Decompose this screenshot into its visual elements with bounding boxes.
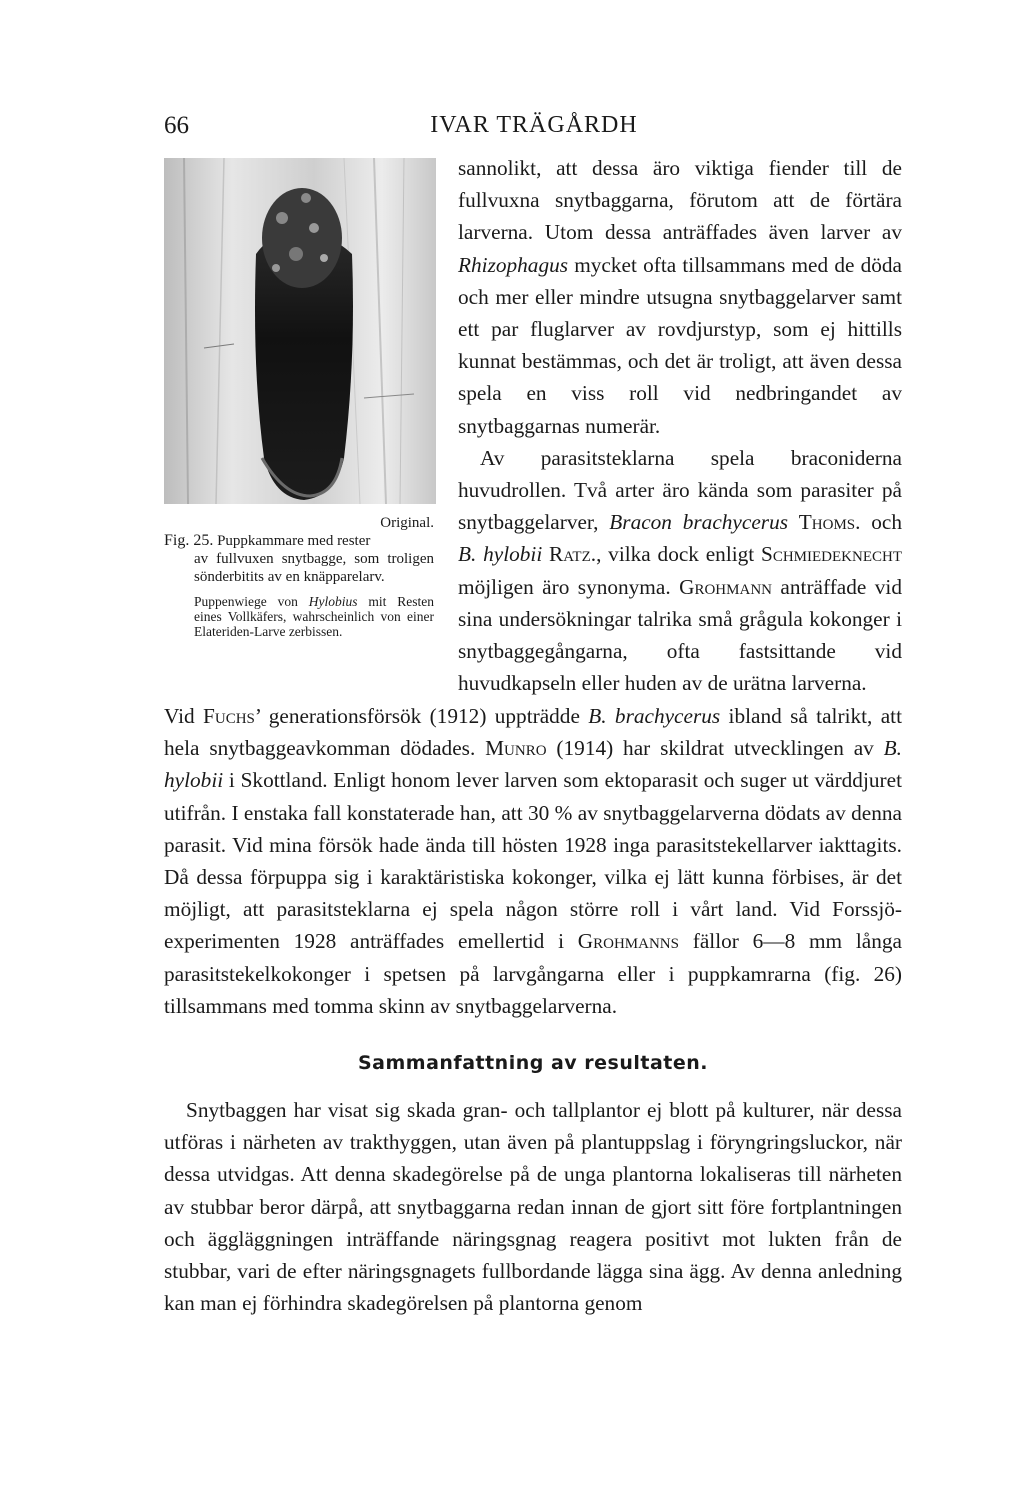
paragraph-experiments: [164, 700, 902, 1022]
right-column-text: [458, 152, 902, 699]
paragraph-predators: [458, 152, 902, 442]
page-number: 66: [164, 112, 189, 139]
section-heading: Sammanfattning av resultaten.: [357, 1052, 709, 1074]
text-run: i Skottland. Enligt honom lever larven som ektoparasit och suger ut värddjuret utifrån. I enstaka fall konstaterade han, att 30 % av snytbaggelarverna dödats av denna parasit. Vid mina försök hade ända till hösten 1928 inga parasitstekellarver iakttagits. Då dessa förpuppa sig i karaktäristiska kokonger, vilka ej lätt kunna förbises, är det möjligt, att parasitsteklarna ej spela någon större roll i vårt land. Vid Forssjö-experimenten 1928 anträffades emellertid i: [164, 768, 902, 954]
text-run: och: [860, 510, 903, 535]
text-run: , vilka dock enligt: [596, 542, 761, 567]
full-width-text: [164, 700, 902, 1022]
text-run: sannolikt, att dessa äro viktiga fiender till de fullvuxna snytbaggarna, förutom att de förtära larverna. Utom dessa anträffades även larver av: [458, 156, 902, 245]
caption-swedish: [164, 532, 434, 586]
paragraph-summary: Snytbaggen har visat sig skada gran- och tallplantor ej blott på kulturer, när dessa utföras i närheten av trakthyggen, utan även på plantuppslag i föryngringsluckor, när dessa utvidgas. Att denna skadegörelse på de unga plantorna lokaliseras till närheten av stubbar beror därpå, att snytbaggarna redan innan de gjort sitt före fortplantningen och äggläggningen inträffande näringsgnag reagera positivt mot lukten från de stubbar, vari de efter näringsgnagets fullbordande lägga sina ägg. Av denna anledning kan man ej förhindra skadegörelsen på plantorna genom: [164, 1098, 902, 1316]
author-name: Fuchs: [203, 704, 255, 728]
caption-german-genus: Hylobius: [308, 594, 358, 609]
text-run: fällor 6—8 mm långa parasitstekelkokonger i spetsen på larvgångarna eller i puppkamrarna (fig. 26) tillsammans med tomma skinn av snytbaggelarverna.: [164, 929, 902, 1018]
species-name: Bracon brachycerus: [609, 510, 789, 535]
page-header: [164, 112, 904, 146]
author-name: Ratz.: [549, 542, 597, 567]
caption-german-prefix: Puppenwiege von: [194, 594, 298, 609]
caption-german: [194, 594, 434, 639]
figure-credit: Original.: [380, 515, 434, 531]
species-name: B. hylobii: [164, 736, 902, 793]
paragraph-parasites: [458, 442, 902, 700]
figure-photograph: [164, 158, 436, 504]
figure-label: Fig. 25.: [164, 532, 214, 549]
author-name: Munro: [485, 736, 547, 761]
species-name: B. hylobii: [458, 542, 543, 567]
caption-swedish-rest: av fullvuxen snytbagge, som troligen sönderbitits av en knäpparelarv.: [194, 551, 434, 585]
author-name: Schmiedeknecht: [761, 542, 902, 567]
caption-swedish-first: Puppkammare med rester: [217, 533, 371, 549]
text-run: Vid: [164, 704, 204, 728]
text-run: ibland så talrikt, att hela snytbaggeavkomman dödades.: [164, 704, 902, 761]
text-run: möjligen äro synonyma.: [458, 574, 680, 599]
author-name: Grohmanns: [577, 929, 679, 954]
text-run: anträffade vid sina undersökningar talrika små grågula kokonger i snytbaggegångarna, ofta fastsittande vid huvudkapseln eller huden av de urätna larverna.: [458, 574, 902, 696]
pupal-chamber-photo-icon: [164, 158, 436, 504]
caption-german-suffix: mit Resten eines Vollkäfers, wahrscheinlich von einer Elateriden-Larve zerbissen.: [194, 594, 435, 639]
running-title: IVAR TRÄGÅRDH: [430, 112, 638, 138]
author-name: Grohmann: [679, 574, 772, 599]
summary-text: [164, 1094, 902, 1319]
figure-caption: [164, 514, 434, 639]
species-name: B. brachycerus: [588, 704, 721, 728]
author-name: Thoms.: [798, 510, 861, 535]
text-run: ’ generationsförsök (1912) uppträdde: [254, 704, 589, 728]
text-run: mycket ofta tillsammans med de döda och mer eller mindre utsugna snytbaggelarver samt ett par fluglarver av rovdjurstyp, som ej hittills kunnat bestämmas, och det är troligt, att även dessa spela en viss roll vid nedbringandet av snytbaggarnas numerär.: [458, 252, 902, 438]
genus-name: Rhizophagus: [458, 252, 569, 277]
text-run: Av parasitsteklarna spela braconiderna huvudrollen. Två arter äro kända som parasiter på snytbaggelarver,: [458, 445, 902, 535]
text-run: (1914) har skildrat utvecklingen av: [546, 736, 884, 761]
